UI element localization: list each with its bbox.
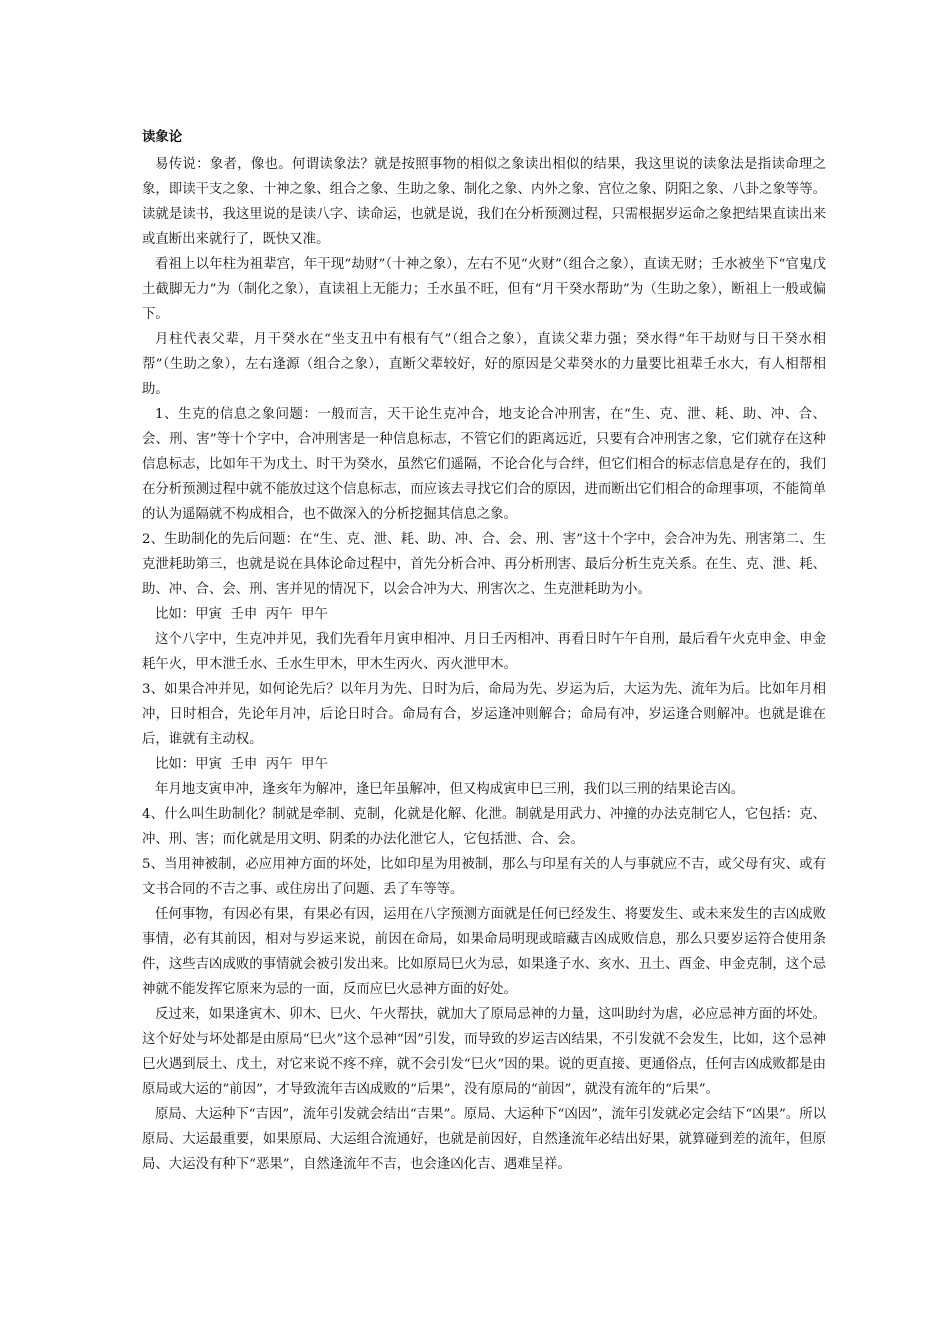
paragraph: 看祖上以年柱为祖辈宫，年干现“劫财”（十神之象），左右不见“火财”（组合之象），直读无财；壬水被坐下“官鬼戊土截脚无力”为（制化之象），直读祖上无能力；壬水虽不旺，但有“月干癸水帮助”为（生助之象），断祖上一般或偏下。 bbox=[142, 257, 826, 322]
paragraph: 5、当用神被制，必应用神方面的坏处，比如印星为用被制，那么与印星有关的人与事就应不吉，或父母有灾、或有文书合同的不吉之事、或住房出了问题、丢了车等等。 bbox=[142, 857, 826, 897]
paragraph: 任何事物，有因必有果，有果必有因，运用在八字预测方面就是任何已经发生、将要发生、或未来发生的吉凶成败事情，必有其前因，相对与岁运来说，前因在命局，如果命局明现或暗藏吉凶成败信息，那么只要岁运符合使用条件，这些吉凶成败的事情就会被引发出来。比如原局巳火为忌，如果逢子水、亥水、丑土、酉金、申金克制，这个忌神就不能发挥它原来为忌的一面，反而应巳火忌神方面的好处。 bbox=[142, 907, 826, 997]
paragraph: 这个八字中，生克冲并见，我们先看年月寅申相冲、月日壬丙相冲、再看日时午午自刑，最后看午火克申金、申金耗午火，甲木泄壬水、壬水生甲木，甲木生丙火、丙火泄甲木。 bbox=[142, 632, 826, 672]
document-body bbox=[142, 152, 826, 1177]
paragraph: 2、生助制化的先后问题：在“生、克、泄、耗、助、冲、合、会、刑、害”这十个字中，会合冲为先、刑害第二、生克泄耗助第三，也就是说在具体论命过程中，首先分析合冲、再分析刑害、最后分析生克关系。在生、克、泄、耗、助、冲、合、会、刑、害并见的情况下，以会合冲为大、刑害次之、生克泄耗助为小。 bbox=[142, 532, 826, 597]
paragraph: 原局、大运种下“吉因”，流年引发就会结出“吉果”。原局、大运种下“凶因”，流年引发就必定会结下“凶果”。所以原局、大运最重要，如果原局、大运组合流通好，也就是前因好，自然逢流年必结出好果，就算碰到差的流年，但原局、大运没有种下“恶果”，自然逢流年不吉，也会逢凶化吉、遇难呈祥。 bbox=[142, 1107, 826, 1172]
paragraph: 1、生克的信息之象问题：一般而言，天干论生克冲合，地支论合冲刑害，在“生、克、泄、耗、助、冲、合、会、刑、害”等十个字中，合冲刑害是一种信息标志，不管它们的距离远近，只要有合冲刑害之象，它们就存在这种信息标志，比如年干为戊土、时干为癸水，虽然它们遥隔，不论合化与合绊，但它们相合的标志信息是存在的，我们在分析预测过程中就不能放过这个信息标志，而应该去寻找它们合的原因，进而断出它们相合的命理事项，不能简单的认为遥隔就不构成相合，也不做深入的分析挖掘其信息之象。 bbox=[142, 407, 826, 522]
document-page bbox=[142, 127, 826, 1177]
paragraph: 比如：甲寅 壬申 丙午 甲午 bbox=[155, 757, 328, 772]
paragraph: 易传说：象者，像也。何谓读象法？就是按照事物的相似之象读出相似的结果，我这里说的读象法是指读命理之象，即读干支之象、十神之象、组合之象、生助之象、制化之象、内外之象、宫位之象、阴阳之象、八卦之象等等。读就是读书，我这里说的是读八字、读命运，也就是说，我们在分析预测过程，只需根据岁运命之象把结果直读出来或直断出来就行了，既快又准。 bbox=[142, 157, 826, 247]
paragraph: 比如：甲寅 壬申 丙午 甲午 bbox=[155, 607, 328, 622]
paragraph: 月柱代表父辈，月干癸水在“坐支丑中有根有气”（组合之象），直读父辈力强；癸水得“年干劫财与日干癸水相帮”（生助之象），左右逢源（组合之象），直断父辈较好，好的原因是父辈癸水的力量要比祖辈壬水大，有人相帮相助。 bbox=[142, 332, 826, 397]
paragraph: 4、什么叫生助制化？制就是牵制、克制，化就是化解、化泄。制就是用武力、冲撞的办法克制它人，它包括：克、冲、刑、害；而化就是用文明、阴柔的办法化泄它人，它包括泄、合、会。 bbox=[142, 807, 826, 847]
paragraph: 反过来，如果逢寅木、卯木、巳火、午火帮扶，就加大了原局忌神的力量，这叫助纣为虐，必应忌神方面的坏处。这个好处与坏处都是由原局“巳火”这个忌神“因”引发，而导致的岁运吉凶结果，不引发就不会发生，比如，这个忌神巳火遇到辰土、戊土，对它来说不疼不痒，就不会引发“巳火”因的果。说的更直接、更通俗点，任何吉凶成败都是由原局或大运的“前因”，才导致流年吉凶成败的“后果”，没有原局的“前因”，就没有流年的“后果”。 bbox=[142, 1007, 826, 1097]
paragraph: 3、如果合冲并见，如何论先后？以年月为先、日时为后，命局为先、岁运为后，大运为先、流年为后。比如年月相冲，日时相合，先论年月冲，后论日时合。命局有合，岁运逢冲则解合；命局有冲，岁运逢合则解冲。也就是谁在后，谁就有主动权。 bbox=[142, 682, 826, 747]
document-title: 读象论 bbox=[142, 130, 183, 145]
paragraph: 年月地支寅申冲，逢亥年为解冲，逢巳年虽解冲，但又构成寅申巳三刑，我们以三刑的结果论吉凶。 bbox=[155, 782, 745, 797]
